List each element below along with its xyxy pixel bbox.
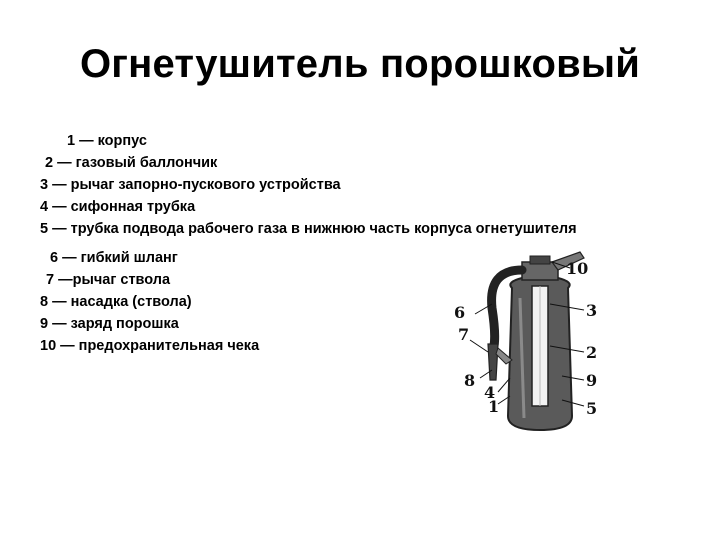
- part-2: 2 — газовый баллончик: [45, 155, 218, 171]
- part-9: 9 — заряд порошка: [40, 316, 179, 332]
- part-4: 4 — сифонная трубка: [40, 199, 196, 215]
- callout-3: 3: [586, 301, 598, 320]
- callout-1: 1: [488, 397, 500, 416]
- callout-4: 4: [484, 383, 496, 402]
- extinguisher-diagram: [440, 248, 640, 448]
- callout-9: 9: [586, 371, 598, 390]
- part-7: 7 —рычаг ствола: [46, 272, 171, 288]
- callout-7: 7: [458, 325, 470, 344]
- slide-title: Огнетушитель порошковый: [79, 42, 641, 86]
- part-6: 6 — гибкий шланг: [50, 250, 178, 266]
- parts-list-1: [40, 130, 577, 240]
- callout-2: 2: [586, 343, 598, 362]
- part-5: 5 — трубка подвода рабочего газа в нижнюю часть корпуса огнетушителя: [40, 221, 577, 237]
- parts-list-2: [40, 247, 259, 357]
- part-8: 8 — насадка (ствола): [40, 294, 192, 310]
- callout-8: 8: [464, 371, 476, 390]
- part-10: 10 — предохранительная чека: [40, 338, 260, 354]
- callout-10: 10: [566, 259, 589, 278]
- part-3: 3 — рычаг запорно-пускового устройства: [40, 177, 341, 193]
- callout-6: 6: [454, 303, 466, 322]
- callout-5: 5: [586, 399, 598, 418]
- part-1: 1 — корпус: [67, 133, 147, 149]
